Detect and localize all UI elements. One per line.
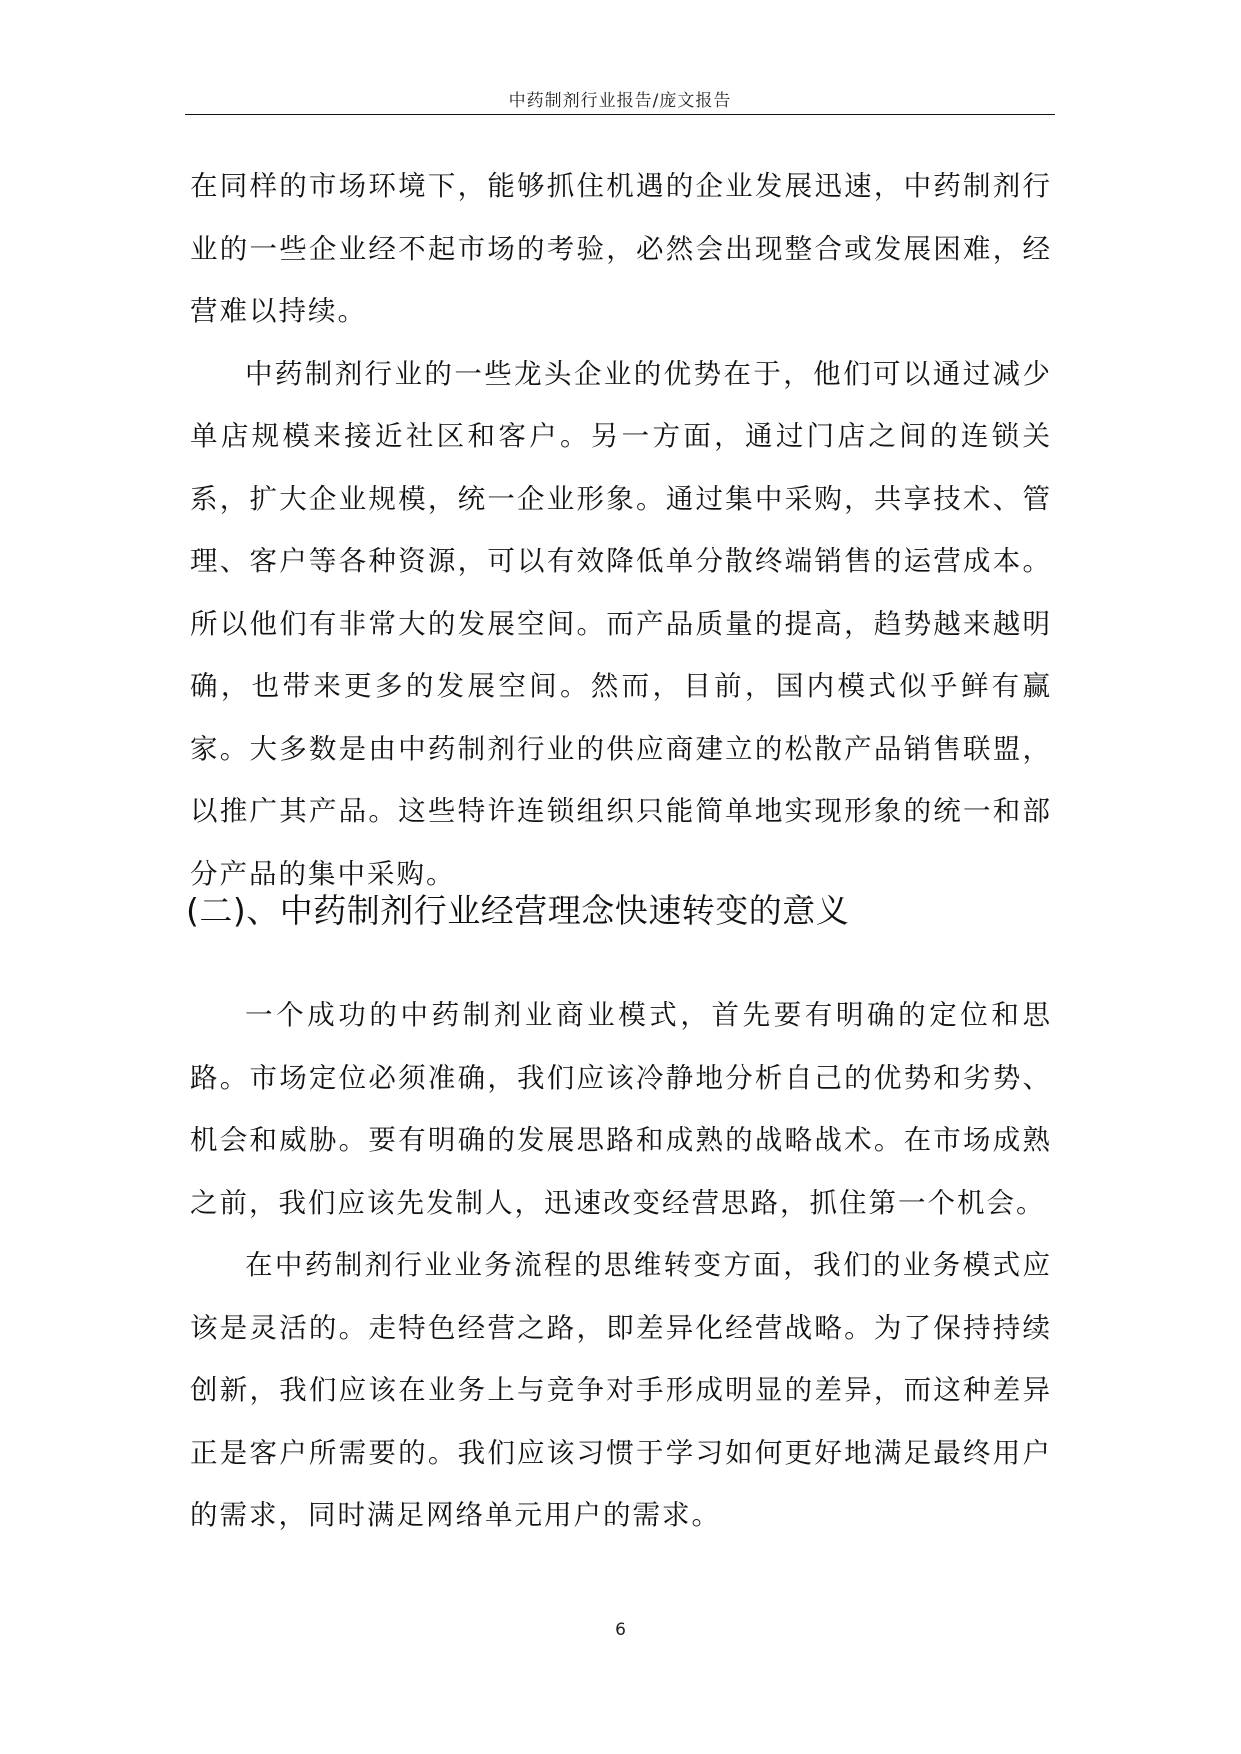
header-divider: [185, 114, 1055, 115]
section-two-body: [190, 984, 1052, 1547]
body-paragraph: 一个成功的中药制剂业商业模式，首先要有明确的定位和思路。市场定位必须准确，我们应该冷静地分析自己的优势和劣势、机会和威胁。要有明确的发展思路和成熟的战略战术。在市场成熟之前，我们应该先发制人，迅速改变经营思路，抓住第一个机会。: [190, 999, 1052, 1219]
body-paragraph: 在同样的市场环境下，能够抓住机遇的企业发展迅速，中药制剂行业的一些企业经不起市场的考验，必然会出现整合或发展困难，经营难以持续。: [190, 170, 1052, 327]
body-paragraph: 中药制剂行业的一些龙头企业的优势在于，他们可以通过减少单店规模来接近社区和客户。另一方面，通过门店之间的连锁关系，扩大企业规模，统一企业形象。通过集中采购，共享技术、管理、客户等各种资源，可以有效降低单分散终端销售的运营成本。所以他们有非常大的发展空间。而产品质量的提高，趋势越来越明确，也带来更多的发展空间。然而，目前，国内模式似乎鲜有赢家。大多数是由中药制剂行业的供应商建立的松散产品销售联盟，以推广其产品。这些特许连锁组织只能简单地实现形象的统一和部分产品的集中采购。: [190, 357, 1052, 890]
body-paragraph: 在中药制剂行业业务流程的思维转变方面，我们的业务模式应该是灵活的。走特色经营之路，即差异化经营战略。为了保持持续创新，我们应该在业务上与竞争对手形成明显的差异，而这种差异正是客户所需要的。我们应该习惯于学习如何更好地满足最终用户的需求，同时满足网络单元用户的需求。: [190, 1249, 1052, 1531]
section-heading: (二)、中药制剂行业经营理念快速转变的意义: [186, 891, 850, 930]
running-header: 中药制剂行业报告/庞文报告: [508, 91, 732, 111]
page-number: 6: [615, 1620, 626, 1640]
section-one-body: [190, 155, 1052, 905]
